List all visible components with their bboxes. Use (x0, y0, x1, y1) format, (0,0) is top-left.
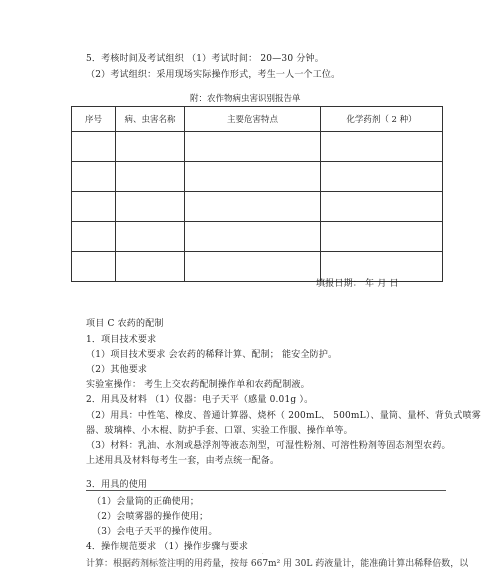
table-cell (116, 252, 185, 282)
header-serial: 序号 (72, 107, 116, 132)
section-divider (86, 490, 446, 491)
table-cell (72, 222, 116, 252)
usage-item-2: （2）会喷雾器的操作使用； (92, 512, 209, 522)
exam-organization-line: （2）考试组织：采用现场实际操作形式，考生一人一个工位。 (86, 70, 341, 80)
header-pest-name: 病、虫害名称 (116, 107, 185, 132)
header-damage-features: 主要危害特点 (185, 107, 321, 132)
other-requirement-line: （2）其他要求 (86, 365, 148, 375)
report-table-title: 附：农作物病虫害识别报告单 (190, 94, 301, 104)
table-cell (116, 192, 185, 222)
table-cell (72, 192, 116, 222)
section-2-heading: 2．用具及材料 （1）仪器：电子天平（感量 0.01g ）。 (86, 395, 314, 405)
usage-item-3: （3）会电子天平的操作使用。 (92, 527, 218, 537)
table-cell (72, 162, 116, 192)
lab-operation-line: 实验室操作： 考生上交农药配制操作单和农药配制液。 (86, 380, 310, 390)
table-row (72, 192, 443, 222)
project-c-title: 项目 C 农药的配制 (86, 319, 164, 329)
materials-line: （3）材料：乳油、水剂或悬浮剂等液态剂型，可湿性粉剂、可溶性粉剂等固态剂型农药。 (86, 441, 451, 451)
page-mark: · (262, 551, 264, 557)
table-cell (185, 192, 321, 222)
table-cell (185, 132, 321, 162)
table-cell (321, 222, 443, 252)
table-cell (321, 192, 443, 222)
table-cell (185, 252, 321, 282)
header-chemical-agents: 化学药剂（ 2 种） (321, 107, 443, 132)
tools-line: （2）用具：中性笔、橡皮、普通计算器、烧杯（ 200mL、 500mL）、量筒、量杯、背负式喷雾 (86, 411, 481, 421)
section-1-heading: 1．项目技术要求 (86, 335, 157, 345)
table-cell (321, 132, 443, 162)
usage-item-1: （1）会量筒的正确使用； (92, 497, 200, 507)
tools-line-continued: 器、玻璃棒、小木棍、防护手套、口罩、实验工作服、操作单等。 (86, 426, 353, 436)
calculation-line-cut: 计算：根据药剂标签注明的用药量，按每 667m² 用 30L 药液量计，能准确计算出稀释倍数，以 (86, 559, 469, 569)
section-3-heading: 3．用具的使用 (86, 480, 148, 490)
supply-note-line: 上述用具及材料每考生一套，由考点统一配备。 (86, 456, 280, 466)
report-date-line: 填报日期： 年 月 日 (316, 279, 399, 289)
table-row (72, 222, 443, 252)
table-cell (116, 132, 185, 162)
section-4-heading: 4．操作规范要求 （1）操作步骤与要求 (86, 542, 249, 552)
table-cell (116, 222, 185, 252)
pest-report-table (71, 106, 443, 282)
table-header-row (72, 107, 443, 132)
exam-time-line: 5．考核时间及考试组织 （1）考试时间： 20—30 分钟。 (86, 54, 324, 64)
table-cell (72, 252, 116, 282)
table-cell (185, 162, 321, 192)
table-row (72, 132, 443, 162)
table-row (72, 162, 443, 192)
tech-requirement-line: （1）项目技术要求 会农药的稀释计算、配制； 能安全防护。 (86, 350, 338, 360)
table-cell (72, 132, 116, 162)
table-cell (321, 162, 443, 192)
table-cell (185, 222, 321, 252)
table-cell (116, 162, 185, 192)
